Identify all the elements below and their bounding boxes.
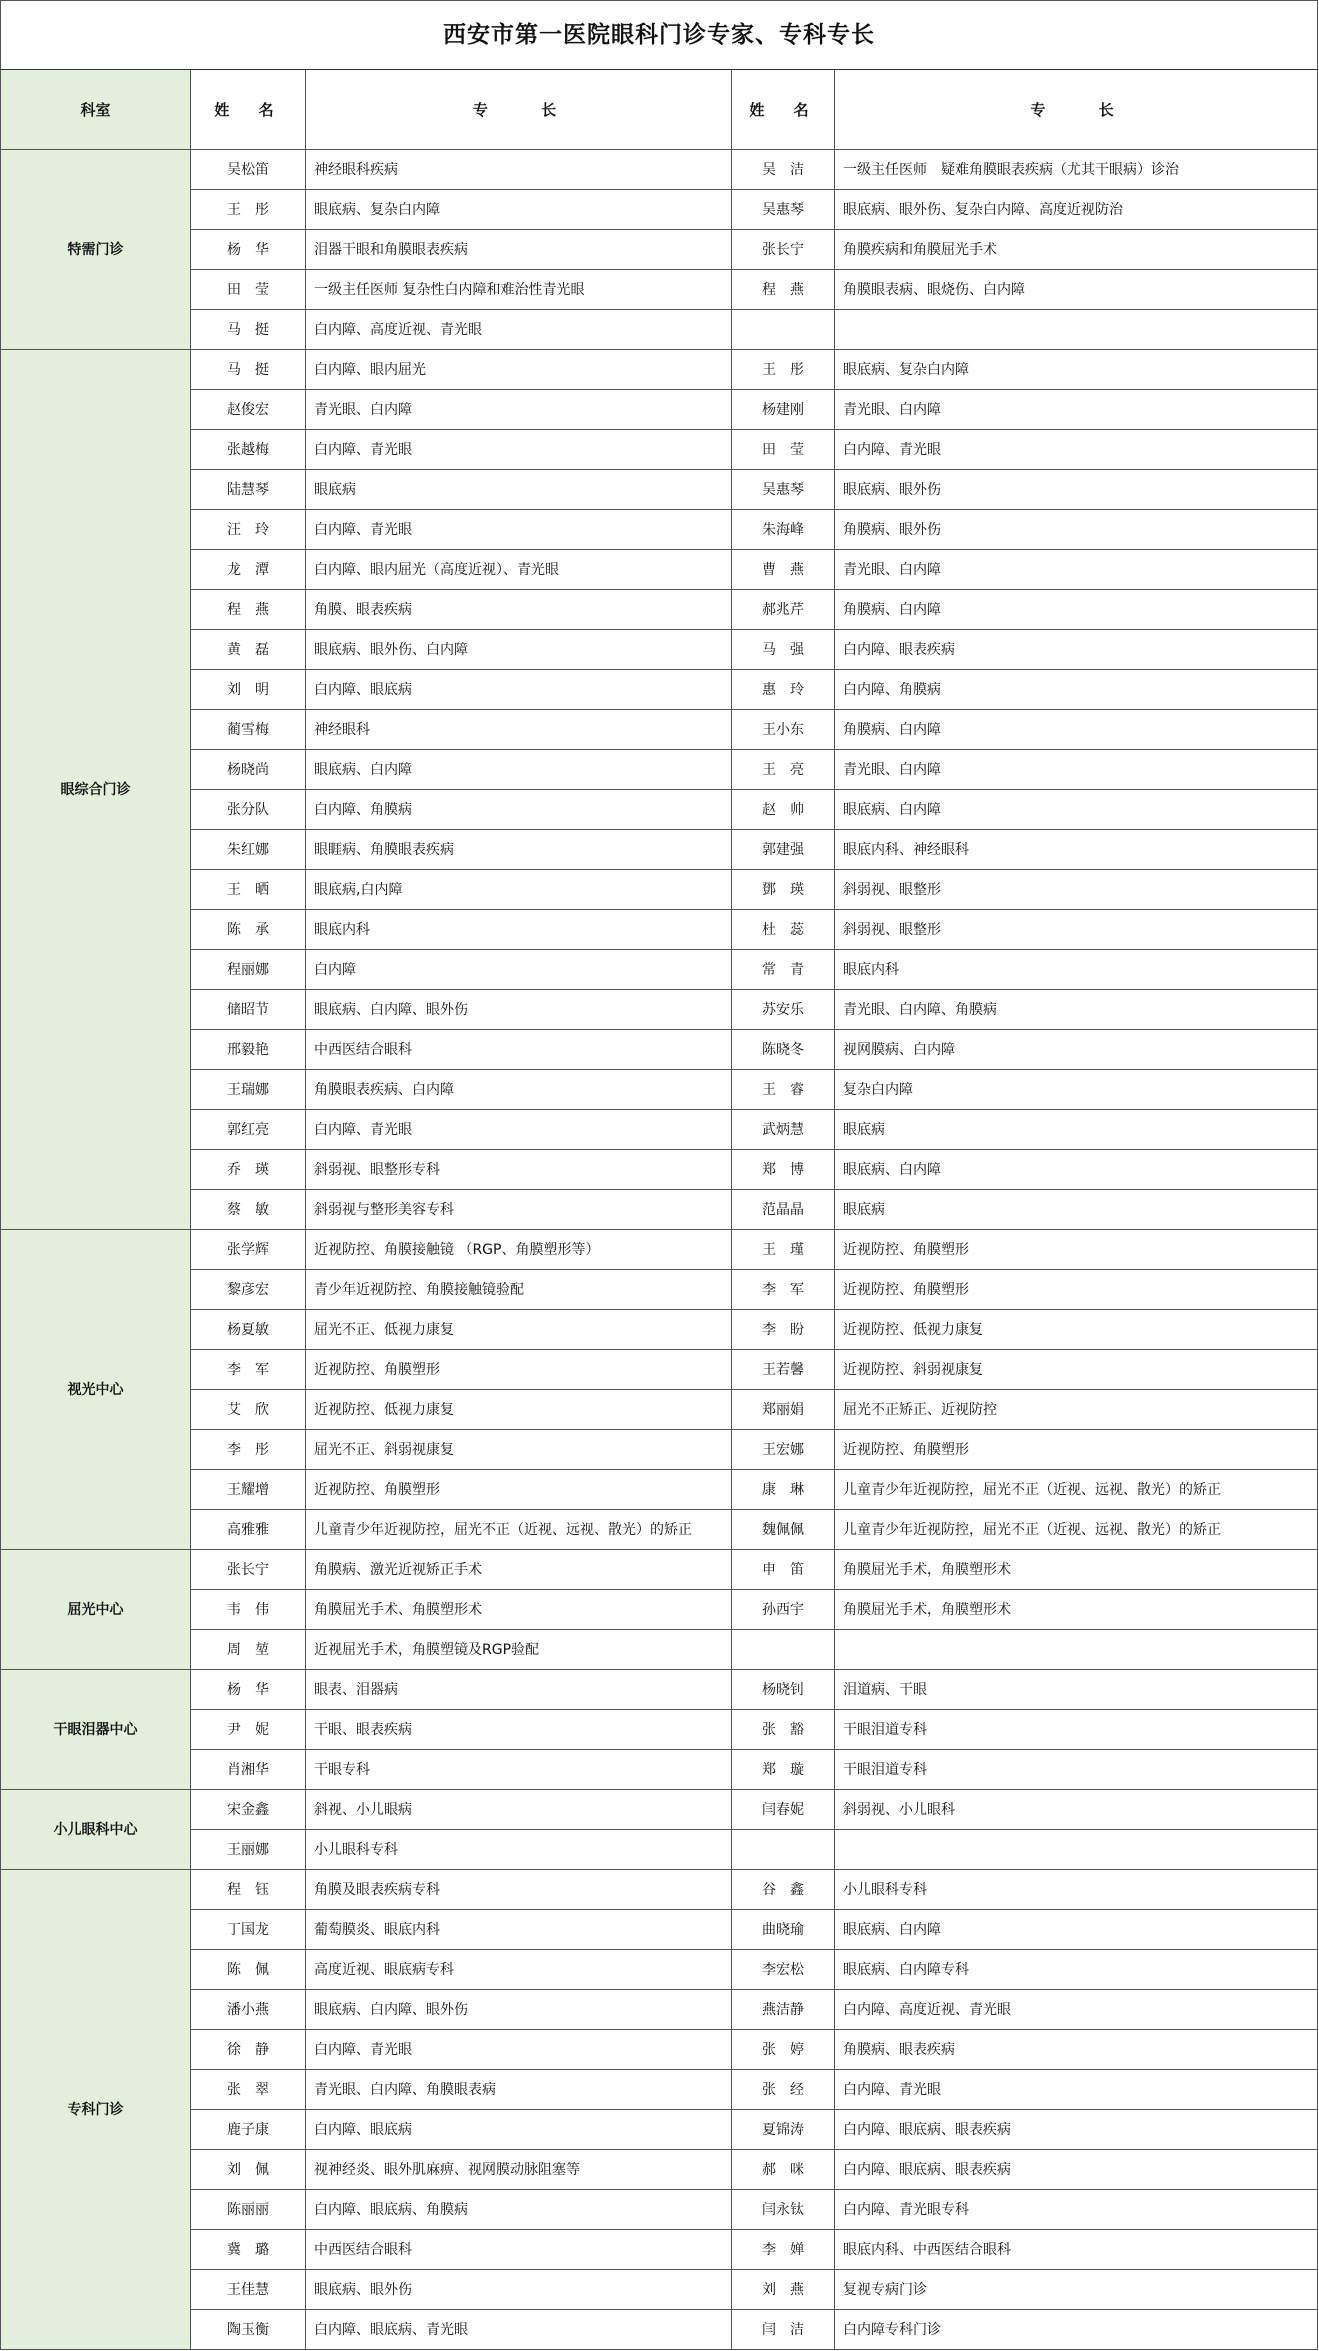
specialty-cell [835,1630,1318,1670]
specialty-cell: 眼底病、白内障、眼外伤 [306,1990,732,2030]
table-row [1,430,1318,470]
doctor-name-cell: 龙 潭 [191,550,306,590]
table-row [1,350,1318,390]
specialty-cell: 白内障、青光眼 [835,430,1318,470]
doctor-name-cell: 王佳慧 [191,2270,306,2310]
specialty-cell: 近视防控、角膜塑形 [306,1470,732,1510]
specialty-cell: 白内障、青光眼 [306,430,732,470]
specialty-cell: 儿童青少年近视防控，屈光不正（近视、远视、散光）的矫正 [306,1510,732,1550]
doctor-name-cell: 曲晓瑜 [732,1910,835,1950]
doctor-name-cell: 陈 佩 [191,1950,306,1990]
specialty-cell: 近视防控、斜弱视康复 [835,1350,1318,1390]
doctor-name-cell: 李宏松 [732,1950,835,1990]
doctor-name-cell: 康 琳 [732,1470,835,1510]
specialty-cell: 眼底内科 [306,910,732,950]
doctor-name-cell: 徐 静 [191,2030,306,2070]
table-row [1,870,1318,910]
doctor-name-cell: 闫春妮 [732,1790,835,1830]
doctor-name-cell: 田 莹 [732,430,835,470]
specialty-cell: 白内障、眼表疾病 [835,630,1318,670]
specialty-cell: 斜弱视、眼整形 [835,910,1318,950]
doctor-name-cell: 李 盼 [732,1310,835,1350]
header-name-2: 姓 名 [732,70,835,150]
table-row [1,1070,1318,1110]
doctor-name-cell: 张 豁 [732,1710,835,1750]
specialty-cell: 白内障、角膜病 [306,790,732,830]
specialty-cell: 青光眼、白内障、角膜病 [835,990,1318,1030]
specialty-cell: 斜弱视、眼整形专科 [306,1150,732,1190]
specialty-cell: 白内障、眼底病、眼表疾病 [835,2150,1318,2190]
header-specialty-1: 专 长 [306,70,732,150]
specialty-cell: 白内障、眼内屈光 [306,350,732,390]
specialty-cell: 眼底病、复杂白内障 [835,350,1318,390]
specialty-cell [835,310,1318,350]
specialty-cell: 近视屈光手术，角膜塑镜及RGP验配 [306,1630,732,1670]
specialty-cell: 眼睚病、角膜眼表疾病 [306,830,732,870]
specialty-cell: 近视防控、角膜塑形 [835,1430,1318,1470]
doctor-name-cell: 燕洁静 [732,1990,835,2030]
specialty-cell: 儿童青少年近视防控，屈光不正（近视、远视、散光）的矫正 [835,1510,1318,1550]
doctor-name-cell [732,1830,835,1870]
doctor-name-cell: 杜 蕊 [732,910,835,950]
specialty-cell: 白内障、眼底病、眼表疾病 [835,2110,1318,2150]
specialty-cell: 屈光不正矫正、近视防控 [835,1390,1318,1430]
doctor-name-cell: 王 彤 [191,190,306,230]
specialty-cell: 眼底病、白内障 [306,750,732,790]
specialty-cell: 神经眼科疾病 [306,150,732,190]
specialty-cell: 高度近视、眼底病专科 [306,1950,732,1990]
specialty-cell: 中西医结合眼科 [306,2230,732,2270]
table-row [1,790,1318,830]
doctor-name-cell: 丁国龙 [191,1910,306,1950]
doctor-name-cell: 惠 玲 [732,670,835,710]
doctor-name-cell: 鹿子康 [191,2110,306,2150]
doctor-name-cell: 陆慧琴 [191,470,306,510]
specialty-cell: 复视专病门诊 [835,2270,1318,2310]
table-row [1,1150,1318,1190]
specialty-cell: 角膜病、眼外伤 [835,510,1318,550]
doctor-name-cell: 苏安乐 [732,990,835,1030]
doctor-name-cell: 郑 璇 [732,1750,835,1790]
table-row [1,190,1318,230]
specialty-cell: 干眼、眼表疾病 [306,1710,732,1750]
header-row [1,70,1318,150]
specialty-cell: 眼底病、眼外伤 [306,2270,732,2310]
specialty-cell: 白内障、青光眼 [306,510,732,550]
doctor-name-cell: 尹 妮 [191,1710,306,1750]
specialty-cell: 眼底病,白内障 [306,870,732,910]
specialty-cell: 眼表、泪器病 [306,1670,732,1710]
doctor-name-cell: 张长宁 [191,1550,306,1590]
doctor-name-cell [732,1630,835,1670]
specialty-cell: 眼底病、复杂白内障 [306,190,732,230]
specialty-cell: 近视防控、低视力康复 [835,1310,1318,1350]
doctor-name-cell: 张分队 [191,790,306,830]
table-row [1,1310,1318,1350]
doctor-name-cell: 魏佩佩 [732,1510,835,1550]
doctor-name-cell: 闫永钛 [732,2190,835,2230]
department-cell: 小儿眼科中心 [1,1790,191,1870]
table-row [1,1550,1318,1590]
specialty-cell: 一级主任医师 疑难角膜眼表疾病（尤其干眼病）诊治 [835,150,1318,190]
table-row [1,390,1318,430]
specialty-cell: 角膜眼表疾病、白内障 [306,1070,732,1110]
specialty-cell: 青少年近视防控、角膜接触镜验配 [306,1270,732,1310]
doctor-name-cell: 杨 华 [191,1670,306,1710]
specialty-cell: 角膜屈光手术、角膜塑形术 [306,1590,732,1630]
doctor-name-cell: 王 瑾 [732,1230,835,1270]
specialty-cell: 白内障 [306,950,732,990]
specialty-cell: 神经眼科 [306,710,732,750]
doctor-name-cell: 艾 欣 [191,1390,306,1430]
doctor-name-cell: 杨建刚 [732,390,835,430]
doctor-name-cell: 吴 洁 [732,150,835,190]
specialty-cell: 葡萄膜炎、眼底内科 [306,1910,732,1950]
table-row [1,1750,1318,1790]
specialty-cell: 青光眼、白内障 [835,750,1318,790]
doctor-name-cell: 朱红娜 [191,830,306,870]
specialty-cell: 眼底病 [306,470,732,510]
doctor-name-cell: 汪 玲 [191,510,306,550]
table-row [1,910,1318,950]
specialty-cell: 泪器干眼和角膜眼表疾病 [306,230,732,270]
header-dept: 科室 [1,70,191,150]
doctor-name-cell [732,310,835,350]
specialty-cell: 眼底病、白内障 [835,1150,1318,1190]
doctor-name-cell: 张越梅 [191,430,306,470]
specialty-cell: 视网膜病、白内障 [835,1030,1318,1070]
doctor-name-cell: 吴惠琴 [732,470,835,510]
specialty-cell: 眼底病、眼外伤、白内障 [306,630,732,670]
table-row [1,1670,1318,1710]
doctor-name-cell: 赵 帅 [732,790,835,830]
doctor-name-cell: 程丽娜 [191,950,306,990]
doctor-name-cell: 蔺雪梅 [191,710,306,750]
table-row [1,630,1318,670]
doctor-name-cell: 刘 佩 [191,2150,306,2190]
table-row [1,510,1318,550]
specialty-cell: 眼底病、白内障专科 [835,1950,1318,1990]
specialty-cell: 眼底内科 [835,950,1318,990]
specialty-cell: 近视防控、低视力康复 [306,1390,732,1430]
doctor-name-cell: 夏锦涛 [732,2110,835,2150]
table-row [1,2150,1318,2190]
table-row [1,150,1318,190]
doctor-name-cell: 蔡 敏 [191,1190,306,1230]
specialty-cell: 近视防控、角膜塑形 [306,1350,732,1390]
specialty-cell: 斜弱视、小儿眼科 [835,1790,1318,1830]
table-row [1,590,1318,630]
specialty-cell: 白内障、眼底病 [306,670,732,710]
specialty-cell: 白内障、角膜病 [835,670,1318,710]
specialty-cell: 斜视、小儿眼病 [306,1790,732,1830]
specialty-cell [835,1830,1318,1870]
table-row [1,1430,1318,1470]
specialty-cell: 白内障、眼底病 [306,2110,732,2150]
table-row [1,750,1318,790]
specialty-cell: 眼底病、白内障 [835,1910,1318,1950]
specialty-cell: 青光眼、白内障 [835,390,1318,430]
specialty-cell: 眼底内科、中西医结合眼科 [835,2230,1318,2270]
specialty-cell: 角膜疾病和角膜屈光手术 [835,230,1318,270]
doctor-name-cell: 张 婷 [732,2030,835,2070]
table-row [1,1630,1318,1670]
specialty-cell: 眼底病、眼外伤、复杂白内障、高度近视防治 [835,190,1318,230]
department-cell: 特需门诊 [1,150,191,350]
doctor-name-cell: 王丽娜 [191,1830,306,1870]
specialty-cell: 眼底病、眼外伤 [835,470,1318,510]
doctor-name-cell: 乔 瑛 [191,1150,306,1190]
doctor-name-cell: 邢毅艳 [191,1030,306,1070]
doctor-name-cell: 范晶晶 [732,1190,835,1230]
table-row [1,310,1318,350]
doctor-name-cell: 武炳慧 [732,1110,835,1150]
doctor-name-cell: 陈 承 [191,910,306,950]
specialty-cell: 白内障、眼底病、角膜病 [306,2190,732,2230]
table-row [1,2310,1318,2350]
doctor-name-cell: 吴惠琴 [732,190,835,230]
specialty-cell: 青光眼、白内障、角膜眼表病 [306,2070,732,2110]
doctor-name-cell: 朱海峰 [732,510,835,550]
doctor-name-cell: 王 睿 [732,1070,835,1110]
specialty-cell: 角膜屈光手术，角膜塑形术 [835,1590,1318,1630]
specialty-cell: 眼底病 [835,1190,1318,1230]
doctor-name-cell: 王若馨 [732,1350,835,1390]
table-row [1,2230,1318,2270]
specialty-cell: 青光眼、白内障 [306,390,732,430]
doctor-name-cell: 张长宁 [732,230,835,270]
doctor-name-cell: 陈丽丽 [191,2190,306,2230]
table-row [1,1390,1318,1430]
specialty-cell: 角膜及眼表疾病专科 [306,1870,732,1910]
specialty-cell: 青光眼、白内障 [835,550,1318,590]
doctor-name-cell: 郑丽娟 [732,1390,835,1430]
specialty-cell: 角膜眼表病、眼烧伤、白内障 [835,270,1318,310]
doctor-name-cell: 王小东 [732,710,835,750]
specialty-cell: 眼底病、白内障 [835,790,1318,830]
table-row [1,2190,1318,2230]
specialty-cell: 屈光不正、低视力康复 [306,1310,732,1350]
table-row [1,2110,1318,2150]
table-row [1,710,1318,750]
doctor-name-cell: 韦 伟 [191,1590,306,1630]
doctor-name-cell: 闫 洁 [732,2310,835,2350]
doctor-name-cell: 马 强 [732,630,835,670]
table-row [1,1870,1318,1910]
doctor-name-cell: 王耀增 [191,1470,306,1510]
doctor-name-cell: 陈晓冬 [732,1030,835,1070]
doctor-name-cell: 王 彤 [732,350,835,390]
specialty-cell: 中西医结合眼科 [306,1030,732,1070]
doctor-name-cell: 杨晓钊 [732,1670,835,1710]
doctor-name-cell: 刘 燕 [732,2270,835,2310]
table-row [1,1910,1318,1950]
doctor-name-cell: 王 晒 [191,870,306,910]
doctor-name-cell: 宋金鑫 [191,1790,306,1830]
doctor-name-cell: 郝 咪 [732,2150,835,2190]
table-row [1,1950,1318,1990]
table-row [1,270,1318,310]
doctor-name-cell: 谷 鑫 [732,1870,835,1910]
doctor-name-cell: 马 挺 [191,350,306,390]
specialty-cell: 近视防控、角膜塑形 [835,1230,1318,1270]
doctor-name-cell: 郑 博 [732,1150,835,1190]
doctor-name-cell: 潘小燕 [191,1990,306,2030]
specialty-cell: 角膜病、白内障 [835,590,1318,630]
doctor-name-cell: 王宏娜 [732,1430,835,1470]
doctor-name-cell: 黄 磊 [191,630,306,670]
doctor-name-cell: 储昭节 [191,990,306,1030]
department-cell: 干眼泪器中心 [1,1670,191,1790]
table-row [1,1270,1318,1310]
department-cell: 眼综合门诊 [1,350,191,1230]
doctor-name-cell: 程 燕 [732,270,835,310]
department-cell: 视光中心 [1,1230,191,1550]
table-row [1,830,1318,870]
doctor-name-cell: 孙西宇 [732,1590,835,1630]
specialty-cell: 泪道病、干眼 [835,1670,1318,1710]
table-row [1,1190,1318,1230]
specialty-cell: 儿童青少年近视防控，屈光不正（近视、远视、散光）的矫正 [835,1470,1318,1510]
department-cell: 专科门诊 [1,1870,191,2350]
table-row [1,1030,1318,1070]
specialty-cell: 角膜病、激光近视矫正手术 [306,1550,732,1590]
title-row [1,1,1318,70]
header-name-1: 姓 名 [191,70,306,150]
specialty-cell: 角膜屈光手术，角膜塑形术 [835,1550,1318,1590]
doctor-name-cell: 高雅雅 [191,1510,306,1550]
doctor-name-cell: 曹 燕 [732,550,835,590]
doctor-name-cell: 王瑞娜 [191,1070,306,1110]
table-row [1,1110,1318,1150]
doctor-name-cell: 李 军 [191,1350,306,1390]
specialty-cell: 斜弱视、眼整形 [835,870,1318,910]
specialty-cell: 小儿眼科专科 [835,1870,1318,1910]
table-row [1,950,1318,990]
specialty-cell: 角膜、眼表疾病 [306,590,732,630]
specialty-cell: 角膜病、眼表疾病 [835,2030,1318,2070]
table-row [1,1990,1318,2030]
specialty-cell: 干眼专科 [306,1750,732,1790]
doctor-name-cell: 冀 璐 [191,2230,306,2270]
page-title: 西安市第一医院眼科门诊专家、专科专长 [1,1,1318,70]
table-row [1,670,1318,710]
doctor-name-cell: 杨 华 [191,230,306,270]
doctor-name-cell: 程 燕 [191,590,306,630]
table-row [1,2270,1318,2310]
doctor-name-cell: 郭红亮 [191,1110,306,1150]
doctor-name-cell: 杨夏敏 [191,1310,306,1350]
doctor-name-cell: 赵俊宏 [191,390,306,430]
specialty-cell: 白内障、高度近视、青光眼 [835,1990,1318,2030]
specialty-cell: 近视防控、角膜塑形 [835,1270,1318,1310]
doctor-name-cell: 吴松笛 [191,150,306,190]
table-row [1,1350,1318,1390]
specialty-cell: 白内障、青光眼专科 [835,2190,1318,2230]
specialty-cell: 白内障、青光眼 [306,1110,732,1150]
specialty-cell: 白内障、青光眼 [306,2030,732,2070]
doctor-name-cell: 张学辉 [191,1230,306,1270]
doctor-name-cell: 鄧 瑛 [732,870,835,910]
table-row [1,1510,1318,1550]
table-row [1,470,1318,510]
table-row [1,2070,1318,2110]
specialty-cell: 白内障、青光眼 [835,2070,1318,2110]
table-row [1,1590,1318,1630]
specialty-cell: 干眼泪道专科 [835,1750,1318,1790]
specialty-cell: 角膜病、白内障 [835,710,1318,750]
doctor-name-cell: 刘 明 [191,670,306,710]
doctor-name-cell: 李 军 [732,1270,835,1310]
specialty-cell: 白内障专科门诊 [835,2310,1318,2350]
doctor-name-cell: 程 钰 [191,1870,306,1910]
department-cell: 屈光中心 [1,1550,191,1670]
doctor-name-cell: 王 亮 [732,750,835,790]
specialty-cell: 眼底病 [835,1110,1318,1150]
specialty-cell: 白内障、眼底病、青光眼 [306,2310,732,2350]
table-row [1,230,1318,270]
table-row [1,1830,1318,1870]
doctor-name-cell: 马 挺 [191,310,306,350]
doctor-name-cell: 陶玉衡 [191,2310,306,2350]
specialty-cell: 一级主任医师 复杂性白内障和难治性青光眼 [306,270,732,310]
specialty-cell: 白内障、眼内屈光（高度近视）、青光眼 [306,550,732,590]
specialty-cell: 小儿眼科专科 [306,1830,732,1870]
doctor-name-cell: 周 堃 [191,1630,306,1670]
specialty-cell: 视神经炎、眼外肌麻痹、视网膜动脉阻塞等 [306,2150,732,2190]
specialty-cell: 近视防控、角膜接触镜 （RGP、角膜塑形等） [306,1230,732,1270]
specialty-cell: 眼底内科、神经眼科 [835,830,1318,870]
specialty-cell: 斜弱视与整形美容专科 [306,1190,732,1230]
table-row [1,1790,1318,1830]
table-row [1,550,1318,590]
specialty-cell: 干眼泪道专科 [835,1710,1318,1750]
table-row [1,990,1318,1030]
table-row [1,1470,1318,1510]
header-specialty-2: 专 长 [835,70,1318,150]
doctor-name-cell: 李 彤 [191,1430,306,1470]
doctor-name-cell: 李 婵 [732,2230,835,2270]
doctor-name-cell: 申 笛 [732,1550,835,1590]
specialty-cell: 眼底病、白内障、眼外伤 [306,990,732,1030]
table-row [1,2030,1318,2070]
doctor-name-cell: 杨晓尚 [191,750,306,790]
doctor-name-cell: 郝兆芹 [732,590,835,630]
specialty-cell: 白内障、高度近视、青光眼 [306,310,732,350]
doctor-name-cell: 郭建强 [732,830,835,870]
doctor-name-cell: 张 翠 [191,2070,306,2110]
specialty-cell: 屈光不正、斜弱视康复 [306,1430,732,1470]
table-row [1,1710,1318,1750]
table-row [1,1230,1318,1270]
specialty-cell: 复杂白内障 [835,1070,1318,1110]
doctor-name-cell: 田 莹 [191,270,306,310]
doctor-name-cell: 张 经 [732,2070,835,2110]
doctor-name-cell: 肖湘华 [191,1750,306,1790]
doctor-name-cell: 常 青 [732,950,835,990]
doctor-name-cell: 黎彦宏 [191,1270,306,1310]
